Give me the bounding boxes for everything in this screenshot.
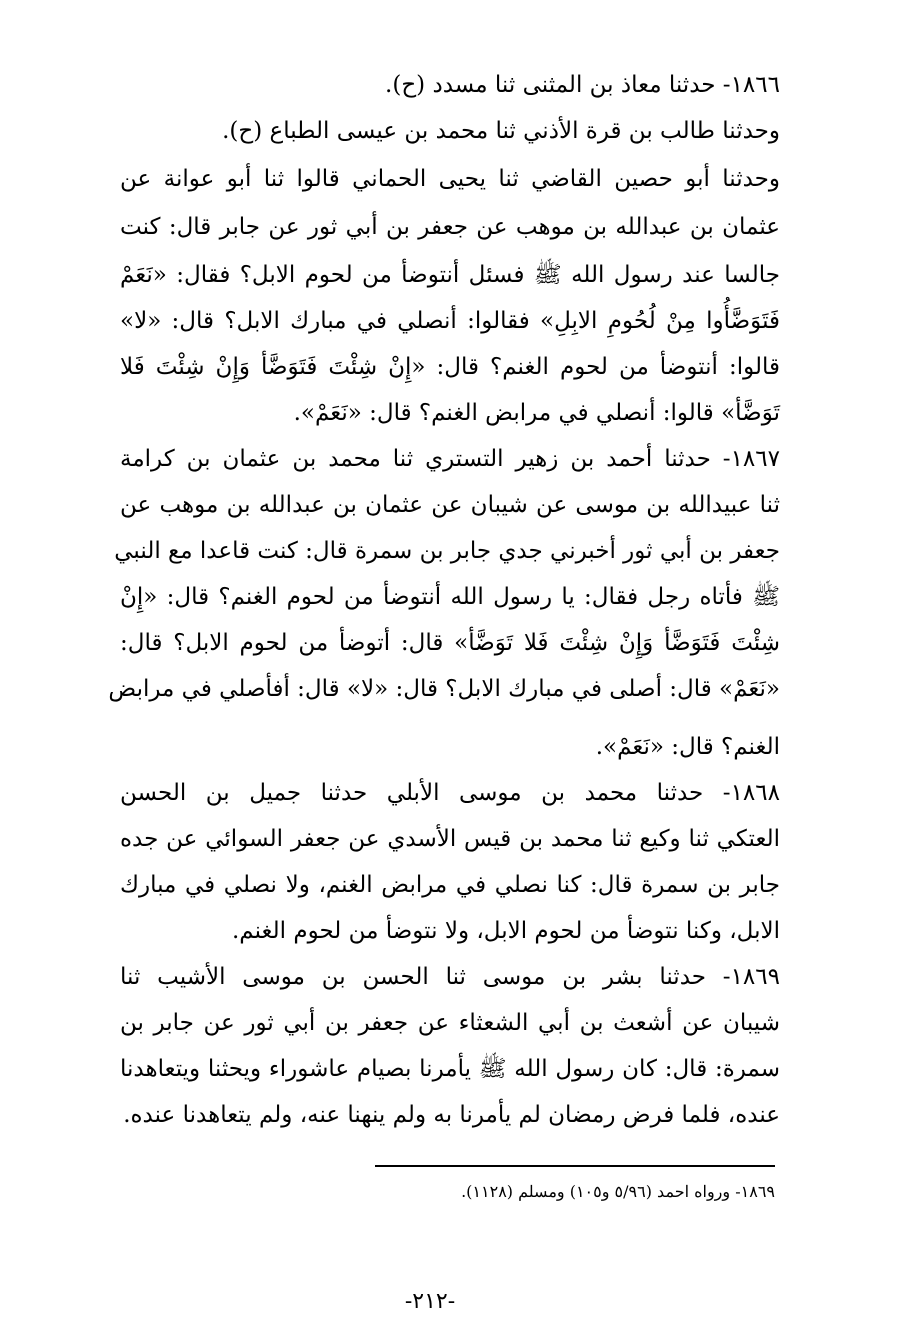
hadith-1866-line-6: فَتَوَضَّأُوا مِنْ لُحُومِ الابِلِ» فقالوا: أنصلي في مبارك الابل؟ قال: «لا» bbox=[120, 308, 780, 334]
hadith-1867-line-3: جعفر بن أبي ثور أخبرني جدي جابر بن سمرة قال: كنت قاعدا مع النبي bbox=[114, 538, 780, 564]
hadith-1866-line-3: وحدثنا أبو حصين القاضي ثنا يحيى الحماني قالوا ثنا أبو عوانة عن bbox=[120, 166, 780, 192]
hadith-1866-line-8: تَوَضَّأ» قالوا: أنصلي في مرابض الغنم؟ قال: «نَعَمْ». bbox=[293, 400, 780, 426]
hadith-1867-line-4: ﷺ فأتاه رجل فقال: يا رسول الله أنتوضأ من لحوم الغنم؟ قال: «إِنْ bbox=[120, 584, 780, 610]
hadith-1869-line-2: شيبان عن أشعث بن أبي الشعثاء عن جعفر بن أبي ثور عن جابر بن bbox=[120, 1010, 780, 1036]
hadith-1868-line-1: ١٨٦٨- حدثنا محمد بن موسى الأبلي حدثنا جميل بن الحسن bbox=[120, 780, 780, 806]
hadith-1867-line-7: الغنم؟ قال: «نَعَمْ». bbox=[595, 734, 780, 760]
hadith-1868-line-2: العتكي ثنا وكيع ثنا محمد بن قيس الأسدي عن جعفر السوائي عن جده bbox=[120, 826, 780, 852]
hadith-1866-line-2: وحدثنا طالب بن قرة الأذني ثنا محمد بن عيسى الطباع (ح). bbox=[222, 118, 780, 144]
hadith-1869-line-3: سمرة: قال: كان رسول الله ﷺ يأمرنا بصيام عاشوراء ويحثنا ويتعاهدنا bbox=[120, 1056, 780, 1082]
hadith-1866-line-5: جالسا عند رسول الله ﷺ فسئل أنتوضأ من لحوم الابل؟ فقال: «نَعَمْ bbox=[120, 262, 780, 288]
footnote: ١٨٦٩- ورواه احمد (٥/٩٦ و١٠٥) ومسلم (١١٢٨). bbox=[461, 1182, 775, 1201]
hadith-1867-line-2: ثنا عبيدالله بن موسى عن شيبان عن عثمان بن عبدالله بن موهب عن bbox=[120, 492, 780, 518]
hadith-1867-line-1: ١٨٦٧- حدثنا أحمد بن زهير التستري ثنا محمد بن عثمان بن كرامة bbox=[120, 446, 780, 472]
hadith-1869-line-4: عنده، فلما فرض رمضان لم يأمرنا به ولم ينهنا عنه، ولم يتعاهدنا عنده. bbox=[123, 1102, 780, 1128]
hadith-1866-line-1: ١٨٦٦- حدثنا معاذ بن المثنى ثنا مسدد (ح). bbox=[385, 72, 780, 98]
page-number: -٢١٢- bbox=[404, 1289, 456, 1314]
hadith-1866-line-7: قالوا: أنتوضأ من لحوم الغنم؟ قال: «إِنْ شِئْتَ فَتَوَضَّأ وَإِنْ شِئْتَ فَلا bbox=[120, 354, 780, 380]
footnote-divider bbox=[375, 1165, 775, 1167]
hadith-1867-line-6: «نَعَمْ» قال: أصلى في مبارك الابل؟ قال: «لا» قال: أفأصلي في مرابض bbox=[108, 676, 780, 702]
hadith-1866-line-4: عثمان بن عبدالله بن موهب عن جعفر بن أبي ثور عن جابر قال: كنت bbox=[120, 214, 780, 240]
hadith-1869-line-1: ١٨٦٩- حدثنا بشر بن موسى ثنا الحسن بن موسى الأشيب ثنا bbox=[120, 964, 780, 990]
hadith-1867-line-5: شِئْتَ فَتَوَضَّأ وَإِنْ شِئْتَ فَلا تَوَضَّأ» قال: أتوضأ من لحوم الابل؟ قال: bbox=[120, 630, 780, 656]
hadith-1868-line-4: الابل، وكنا نتوضأ من لحوم الابل، ولا نتوضأ من لحوم الغنم. bbox=[231, 918, 780, 944]
hadith-1868-line-3: جابر بن سمرة قال: كنا نصلي في مرابض الغنم، ولا نصلي في مبارك bbox=[120, 872, 780, 898]
